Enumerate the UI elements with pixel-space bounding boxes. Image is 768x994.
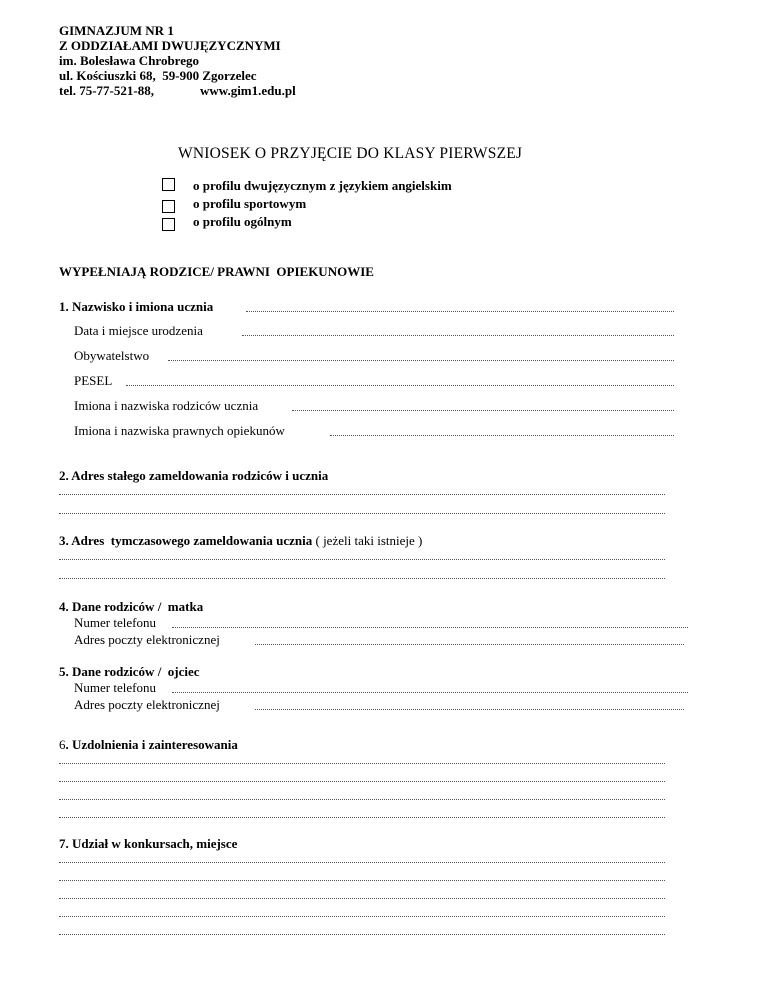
school-name: GIMNAZJUM NR 1 (59, 23, 174, 38)
contests-line[interactable] (59, 916, 665, 917)
section6-label: . Uzdolnienia i zainteresowania (65, 737, 238, 752)
talents-line[interactable] (59, 799, 665, 800)
school-patron: im. Bolesława Chrobrego (59, 53, 199, 68)
section2-label: 2. Adres stałego zameldowania rodziców i ucznia (59, 468, 329, 483)
mother-phone-field[interactable] (172, 627, 688, 628)
school-website[interactable]: www.gim1.edu.pl (200, 83, 296, 98)
temporary-address-line[interactable] (59, 559, 665, 560)
birth-label: Data i miejsce urodzenia (74, 323, 203, 338)
profile-general-checkbox[interactable] (162, 218, 175, 231)
profile-bilingual-checkbox[interactable] (162, 178, 175, 191)
guardians-names-field[interactable] (330, 435, 674, 436)
citizenship-field[interactable] (168, 360, 674, 361)
section7-label: 7. Udział w konkursach, miejsce (59, 836, 238, 851)
profile-bilingual-label: o profilu dwujęzycznym z językiem angielskim (193, 178, 452, 193)
section4-label: 4. Dane rodziców / matka (59, 599, 204, 614)
talents-line[interactable] (59, 781, 665, 782)
talents-line[interactable] (59, 763, 665, 764)
school-phone: tel. 75-77-521-88, (59, 83, 154, 98)
section6-number: 6 (59, 737, 66, 752)
section3-label: 3. Adres tymczasowego zameldowania ucznia (59, 533, 313, 548)
section1-label: 1. Nazwisko i imiona ucznia (59, 299, 214, 314)
permanent-address-line[interactable] (59, 513, 665, 514)
contests-line[interactable] (59, 880, 665, 881)
profile-sport-label: o profilu sportowym (193, 196, 307, 211)
mother-phone-label: Numer telefonu (74, 615, 156, 630)
section6-heading (59, 737, 238, 753)
permanent-address-line[interactable] (59, 494, 665, 495)
parents-names-label: Imiona i nazwiska rodziców ucznia (74, 398, 259, 413)
pesel-field[interactable] (126, 385, 674, 386)
contests-line[interactable] (59, 934, 665, 935)
mother-email-label: Adres poczty elektronicznej (74, 632, 220, 647)
section5-label: 5. Dane rodziców / ojciec (59, 664, 200, 679)
mother-email-field[interactable] (255, 644, 684, 645)
birth-field[interactable] (242, 335, 674, 336)
father-phone-label: Numer telefonu (74, 680, 156, 695)
student-name-field[interactable] (246, 311, 674, 312)
section3-note: ( jeżeli taki istnieje ) (312, 533, 423, 548)
contests-line[interactable] (59, 862, 665, 863)
school-address: ul. Kościuszki 68, 59-900 Zgorzelec (59, 68, 257, 83)
father-phone-field[interactable] (172, 692, 688, 693)
guardians-names-label: Imiona i nazwiska prawnych opiekunów (74, 423, 285, 438)
section3-heading (59, 533, 422, 549)
form-title: WNIOSEK O PRZYJĘCIE DO KLASY PIERWSZEJ (178, 145, 523, 162)
pesel-label: PESEL (74, 373, 113, 388)
school-subtitle: Z ODDZIAŁAMI DWUJĘZYCZNYMI (59, 38, 281, 53)
citizenship-label: Obywatelstwo (74, 348, 150, 363)
talents-line[interactable] (59, 817, 665, 818)
profile-sport-checkbox[interactable] (162, 200, 175, 213)
temporary-address-line[interactable] (59, 578, 665, 579)
fill-instructions: WYPEŁNIAJĄ RODZICE/ PRAWNI OPIEKUNOWIE (59, 264, 374, 279)
contests-line[interactable] (59, 898, 665, 899)
father-email-field[interactable] (255, 709, 684, 710)
profile-general-label: o profilu ogólnym (193, 214, 292, 229)
parents-names-field[interactable] (292, 410, 674, 411)
father-email-label: Adres poczty elektronicznej (74, 697, 220, 712)
